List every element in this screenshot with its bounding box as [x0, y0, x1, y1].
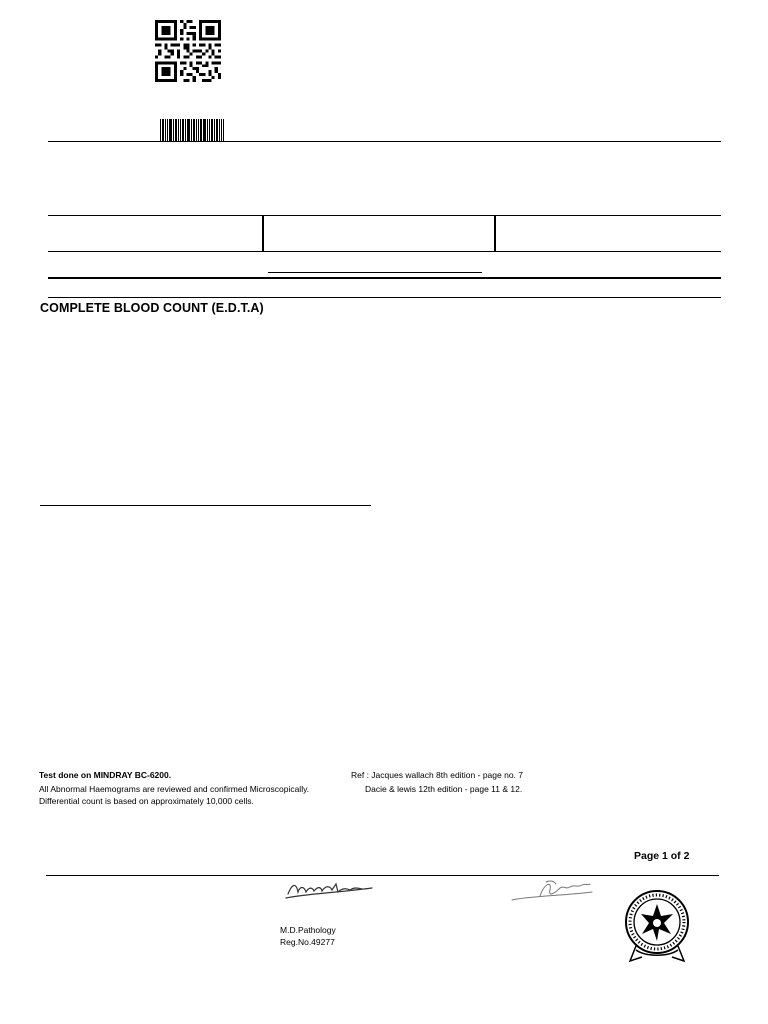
pathologist-registration: Reg.No.49277: [280, 937, 335, 947]
differential-note: Differential count is based on approximately 10,000 cells.: [39, 796, 254, 806]
second-signature: [510, 876, 594, 904]
title-underline: [268, 272, 482, 273]
footer-divider: [46, 875, 719, 876]
instrument-note: Test done on MINDRAY BC-6200.: [39, 770, 172, 780]
results-divider: [40, 505, 371, 506]
header-divider: [48, 141, 721, 142]
page-number: Page 1 of 2: [634, 850, 690, 862]
section-divider: [48, 297, 721, 298]
pathologist-signature: [284, 878, 376, 904]
barcode: [160, 119, 224, 141]
info-table-column-divider-1: [262, 215, 264, 251]
reference-line-2: Dacie & lewis 12th edition - page 11 & 12.: [365, 784, 523, 794]
institution-seal-icon: [622, 890, 692, 964]
qr-code: [155, 20, 221, 82]
info-table-bottom-border: [48, 251, 721, 252]
info-table-top-border: [48, 215, 721, 216]
reference-line-1: Ref : Jacques wallach 8th edition - page no. 7: [351, 770, 523, 780]
pathologist-degree: M.D.Pathology: [280, 925, 336, 935]
review-note: All Abnormal Haemograms are reviewed and confirmed Microscopically.: [39, 784, 310, 794]
section-title: COMPLETE BLOOD COUNT (E.D.T.A): [40, 301, 264, 315]
info-table-column-divider-2: [494, 215, 496, 251]
section-divider-thick: [48, 277, 721, 279]
